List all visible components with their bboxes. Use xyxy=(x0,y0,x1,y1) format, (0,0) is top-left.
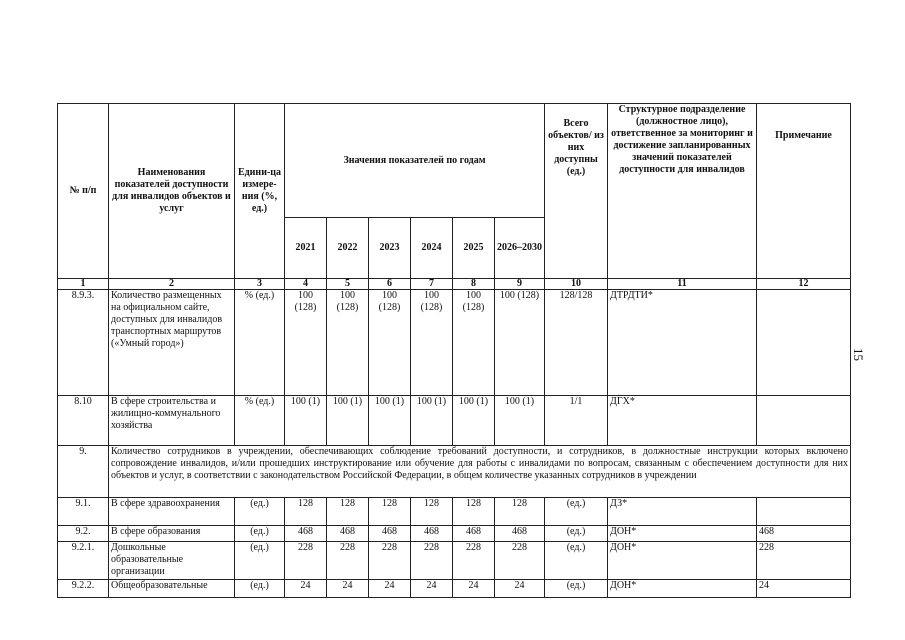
accessibility-indicators-table xyxy=(57,103,851,598)
table-cell: 228 xyxy=(327,542,369,580)
table-cell: 468 xyxy=(495,526,545,542)
table-cell: ДОН* xyxy=(608,580,757,598)
header-total: Всего объектов/ из них доступны (ед.) xyxy=(545,104,608,279)
table-cell: 228 xyxy=(453,542,495,580)
table-cell: 468 xyxy=(327,526,369,542)
table-row xyxy=(58,498,851,526)
column-number: 10 xyxy=(545,279,608,290)
column-number: 4 xyxy=(285,279,327,290)
table-cell: 100 (128) xyxy=(453,290,495,396)
table-cell: Общеобразовательные xyxy=(109,580,235,598)
table-cell: ДГХ* xyxy=(608,396,757,446)
column-number: 1 xyxy=(58,279,109,290)
table-cell: 100 (1) xyxy=(285,396,327,446)
table-cell: ДОН* xyxy=(608,542,757,580)
table-cell: 128 xyxy=(453,498,495,526)
table-cell: ДОН* xyxy=(608,526,757,542)
table-cell: ДТРДТИ* xyxy=(608,290,757,396)
table-cell: Дошкольные образовательные организации xyxy=(109,542,235,580)
table-cell: В сфере здравоохранения xyxy=(109,498,235,526)
table-row xyxy=(58,580,851,598)
table-cell: Количество сотрудников в учреждении, обеспечивающих соблюдение требований доступности, и сотрудников, в должностные инструкции которых включено сопровождение инвалидов, и/или прошедших инструктирование или обучение для работы с инвалидами по вопросам, связанным с обеспечением доступности для них объектов и услуг, в соответствии с законодательством Российской Федерации, в общем количестве указанных сотрудников в учреждении xyxy=(109,446,851,498)
table-row xyxy=(58,542,851,580)
table-cell: 100 (1) xyxy=(411,396,453,446)
column-number: 8 xyxy=(453,279,495,290)
table-cell: 128 xyxy=(369,498,411,526)
table-cell: % (ед.) xyxy=(235,290,285,396)
table-cell: (ед.) xyxy=(545,542,608,580)
table-cell: 468 xyxy=(411,526,453,542)
table-cell: 468 xyxy=(757,526,851,542)
table-cell: 24 xyxy=(285,580,327,598)
table-cell: 24 xyxy=(411,580,453,598)
table-cell: 100 (1) xyxy=(453,396,495,446)
table-cell: 8.9.3. xyxy=(58,290,109,396)
header-name: Наименования показателей доступности для инвалидов объектов и услуг xyxy=(109,104,235,279)
table-cell: 468 xyxy=(369,526,411,542)
table-cell: 228 xyxy=(757,542,851,580)
table-cell: 9. xyxy=(58,446,109,498)
table-cell: % (ед.) xyxy=(235,396,285,446)
page-number: 15 xyxy=(851,348,866,361)
table-cell: 9.2. xyxy=(58,526,109,542)
column-number: 6 xyxy=(369,279,411,290)
table-cell: (ед.) xyxy=(235,526,285,542)
table-cell: 228 xyxy=(285,542,327,580)
column-numbers-row xyxy=(58,279,851,290)
header-note: Примечание xyxy=(757,104,851,279)
table-cell: 100 (1) xyxy=(327,396,369,446)
column-number: 5 xyxy=(327,279,369,290)
table-cell: 100 (1) xyxy=(495,396,545,446)
column-number: 3 xyxy=(235,279,285,290)
table-cell: (ед.) xyxy=(545,526,608,542)
section-9-row xyxy=(58,446,851,498)
table-cell: 8.10 xyxy=(58,396,109,446)
table-cell: (ед.) xyxy=(235,580,285,598)
header-year: 2025 xyxy=(453,218,495,279)
table-cell: 100 (128) xyxy=(495,290,545,396)
header-year: 2021 xyxy=(285,218,327,279)
table-cell: 1/1 xyxy=(545,396,608,446)
table-cell xyxy=(757,290,851,396)
table-cell: 128 xyxy=(285,498,327,526)
table-cell: 100 (128) xyxy=(285,290,327,396)
table-cell: 100 (128) xyxy=(327,290,369,396)
table-cell: 128 xyxy=(411,498,453,526)
column-number: 11 xyxy=(608,279,757,290)
header-division: Структурное подразделение (должностное лицо), ответственное за мониторинг и достижение запланированных значений показателей доступности для инвалидов xyxy=(608,104,757,279)
table-cell: 100 (1) xyxy=(369,396,411,446)
table-cell: 228 xyxy=(369,542,411,580)
table-cell: (ед.) xyxy=(235,498,285,526)
table-cell: 9.1. xyxy=(58,498,109,526)
column-number: 9 xyxy=(495,279,545,290)
table-cell: (ед.) xyxy=(235,542,285,580)
table-cell: 100 (128) xyxy=(369,290,411,396)
table-cell: 468 xyxy=(453,526,495,542)
header-year: 2022 xyxy=(327,218,369,279)
column-number: 7 xyxy=(411,279,453,290)
table-cell: (ед.) xyxy=(545,498,608,526)
table-cell: (ед.) xyxy=(545,580,608,598)
table-cell: 24 xyxy=(495,580,545,598)
table-cell: 9.2.1. xyxy=(58,542,109,580)
table-cell: 24 xyxy=(369,580,411,598)
table-cell: 24 xyxy=(757,580,851,598)
table-cell: 228 xyxy=(411,542,453,580)
table-cell: 100 (128) xyxy=(411,290,453,396)
table-cell: 9.2.2. xyxy=(58,580,109,598)
table-row xyxy=(58,396,851,446)
table-cell: 24 xyxy=(453,580,495,598)
table-cell xyxy=(757,498,851,526)
header-year: 2026–2030 xyxy=(495,218,545,279)
table-cell: В сфере образования xyxy=(109,526,235,542)
table-cell: 24 xyxy=(327,580,369,598)
table-cell: 228 xyxy=(495,542,545,580)
column-number: 2 xyxy=(109,279,235,290)
table-cell: ДЗ* xyxy=(608,498,757,526)
table-cell: 468 xyxy=(285,526,327,542)
table-row xyxy=(58,290,851,396)
table-cell: 128 xyxy=(327,498,369,526)
header-years-group: Значения показателей по годам xyxy=(285,104,545,218)
table-cell: Количество размещенных на официальном сайте, доступных для инвалидов транспортных маршрутов («Умный город») xyxy=(109,290,235,396)
table-cell xyxy=(757,396,851,446)
header-num: № п/п xyxy=(58,104,109,279)
column-number: 12 xyxy=(757,279,851,290)
table-cell: В сфере строительства и жилищно-коммунального хозяйства xyxy=(109,396,235,446)
header-unit: Едини-ца измере-ния (%, ед.) xyxy=(235,104,285,279)
table-cell: 128/128 xyxy=(545,290,608,396)
header-year: 2023 xyxy=(369,218,411,279)
header-year: 2024 xyxy=(411,218,453,279)
table-cell: 128 xyxy=(495,498,545,526)
table-row xyxy=(58,526,851,542)
